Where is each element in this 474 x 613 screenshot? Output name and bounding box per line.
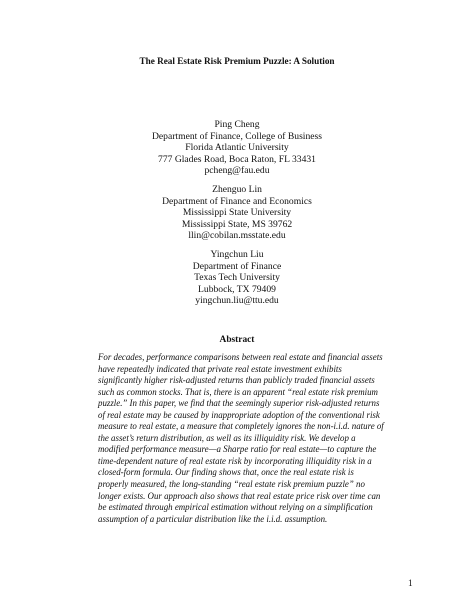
- author-name: Zhenguo Lin: [212, 184, 262, 195]
- author-email: yingchun.liu@ttu.edu: [195, 295, 279, 307]
- author-university: Texas Tech University: [194, 272, 280, 284]
- abstract-heading: Abstract: [219, 335, 255, 345]
- author-email: llin@cobilan.msstate.edu: [188, 230, 286, 242]
- abstract-line: properly measured, the long-standing “real estate risk premium puzzle” no: [98, 479, 365, 490]
- author-department: Department of Finance, College of Business: [152, 130, 322, 142]
- abstract-line: closed-form formula. Our finding shows that, once the real estate risk is: [98, 467, 354, 478]
- author-email: pcheng@fau.edu: [204, 165, 270, 177]
- abstract-line: the asset’s return distribution, as well as its illiquidity risk. We develop a: [98, 432, 356, 443]
- abstract-line: longer exists. Our approach also shows that real estate price risk over time can: [98, 490, 381, 501]
- abstract-body: [98, 352, 410, 525]
- abstract-line: modified performance measure—a Sharpe ratio for real estate—to capture the: [98, 444, 377, 455]
- author-block-2: [0, 184, 474, 242]
- abstract-line: significantly higher risk-adjusted returns than publicly traded financial assets: [98, 375, 375, 386]
- author-university: Mississippi State University: [182, 207, 292, 219]
- abstract-line: time-dependent nature of real estate risk by incorporating illiquidity risk in a: [98, 455, 372, 466]
- author-address: 777 Glades Road, Boca Raton, FL 33431: [158, 153, 316, 165]
- author-block-1: [0, 119, 474, 177]
- author-department: Department of Finance and Economics: [162, 195, 312, 207]
- author-block-3: [0, 249, 474, 307]
- abstract-line: have repeatedly indicated that private real estate investment exhibits: [98, 363, 342, 374]
- author-university: Florida Atlantic University: [185, 142, 289, 154]
- abstract-line: measure to real estate, a measure that completely ignores the non-i.i.d. nature of: [98, 421, 384, 432]
- page-number: 1: [408, 579, 413, 589]
- author-name: Ping Cheng: [214, 119, 260, 130]
- abstract-line: assumption of a particular distribution like the i.i.d. assumption.: [98, 513, 328, 524]
- author-name: Yingchun Liu: [210, 249, 264, 260]
- author-department: Department of Finance: [192, 260, 282, 272]
- author-address: Lubbock, TX 79409: [198, 283, 276, 295]
- abstract-line: puzzle.” In this paper, we find that the seemingly superior risk-adjusted returns: [98, 398, 380, 409]
- abstract-line: of real estate may be caused by inappropriate adoption of the conventional risk: [98, 409, 380, 420]
- abstract-line: be estimated through empirical estimation without relying on a simplification: [98, 502, 373, 513]
- abstract-line: such as common stocks. That is, there is an apparent “real estate risk premium: [98, 386, 378, 397]
- abstract-line: For decades, performance comparisons between real estate and financial assets: [98, 352, 383, 362]
- paper-title: The Real Estate Risk Premium Puzzle: A Solution: [139, 56, 335, 66]
- author-address: Mississippi State, MS 39762: [181, 218, 293, 230]
